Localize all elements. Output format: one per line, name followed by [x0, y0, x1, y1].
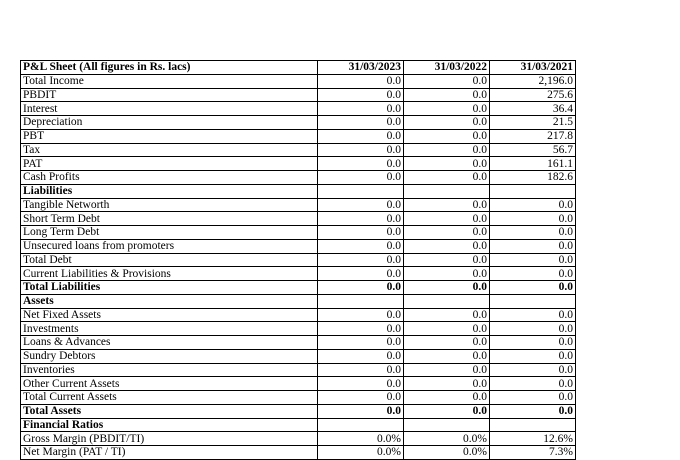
header-title: P&L Sheet (All figures in Rs. lacs): [21, 61, 318, 75]
row-value: 0.0: [490, 308, 576, 322]
row-value: 0.0: [404, 116, 490, 130]
table-row: [21, 143, 576, 157]
row-value: [490, 184, 576, 198]
row-value: 0.0: [318, 349, 404, 363]
section-row: [21, 418, 576, 432]
row-label: Depreciation: [21, 116, 318, 130]
row-value: 0.0: [404, 308, 490, 322]
table-row: [21, 349, 576, 363]
row-value: 0.0%: [404, 446, 490, 460]
table-row: [21, 281, 576, 295]
row-value: 0.0: [318, 74, 404, 88]
table-row: [21, 171, 576, 185]
row-value: 0.0: [318, 281, 404, 295]
table-row: [21, 102, 576, 116]
row-value: 0.0: [318, 171, 404, 185]
row-value: 0.0: [404, 74, 490, 88]
row-value: 0.0: [318, 116, 404, 130]
row-label: Total Liabilities: [21, 281, 318, 295]
row-value: 0.0: [490, 226, 576, 240]
row-value: 0.0: [490, 253, 576, 267]
row-value: 7.3%: [490, 446, 576, 460]
row-label: Sundry Debtors: [21, 349, 318, 363]
row-value: 0.0: [404, 391, 490, 405]
row-value: 217.8: [490, 129, 576, 143]
table-row: [21, 267, 576, 281]
row-value: 0.0: [318, 322, 404, 336]
table-row: [21, 226, 576, 240]
table-row: [21, 253, 576, 267]
row-value: [404, 294, 490, 308]
row-label: Short Term Debt: [21, 212, 318, 226]
row-value: [318, 294, 404, 308]
row-value: [318, 418, 404, 432]
row-label: Tangible Networth: [21, 198, 318, 212]
row-value: 0.0: [404, 129, 490, 143]
row-value: 0.0: [404, 349, 490, 363]
row-value: 36.4: [490, 102, 576, 116]
table-row: [21, 391, 576, 405]
row-value: 0.0: [318, 239, 404, 253]
row-label: Liabilities: [21, 184, 318, 198]
row-value: 0.0: [318, 143, 404, 157]
table-row: [21, 129, 576, 143]
row-value: 0.0: [490, 349, 576, 363]
row-label: Total Assets: [21, 404, 318, 418]
row-value: 0.0: [318, 391, 404, 405]
row-label: PBDIT: [21, 88, 318, 102]
row-label: Unsecured loans from promoters: [21, 239, 318, 253]
section-row: [21, 184, 576, 198]
row-value: 0.0: [490, 212, 576, 226]
table-row: [21, 308, 576, 322]
row-label: PAT: [21, 157, 318, 171]
row-label: Assets: [21, 294, 318, 308]
row-value: 0.0: [318, 267, 404, 281]
row-value: 0.0: [490, 391, 576, 405]
row-label: Inventories: [21, 363, 318, 377]
row-value: [318, 184, 404, 198]
row-label: Gross Margin (PBDIT/TI): [21, 432, 318, 446]
row-value: 0.0: [318, 198, 404, 212]
row-value: 0.0: [404, 171, 490, 185]
row-value: 0.0: [490, 198, 576, 212]
row-value: 0.0: [318, 308, 404, 322]
table-row: [21, 336, 576, 350]
row-value: 0.0%: [318, 432, 404, 446]
row-label: PBT: [21, 129, 318, 143]
row-label: Current Liabilities & Provisions: [21, 267, 318, 281]
table-row: [21, 157, 576, 171]
row-value: [404, 418, 490, 432]
row-value: 0.0: [490, 267, 576, 281]
row-value: 0.0: [404, 363, 490, 377]
row-value: 0.0: [490, 281, 576, 295]
row-value: 0.0: [490, 363, 576, 377]
table-row: [21, 432, 576, 446]
row-value: [490, 418, 576, 432]
row-label: Total Current Assets: [21, 391, 318, 405]
row-label: Long Term Debt: [21, 226, 318, 240]
row-value: 0.0: [404, 239, 490, 253]
row-value: 12.6%: [490, 432, 576, 446]
row-value: 0.0: [318, 129, 404, 143]
section-row: [21, 294, 576, 308]
table-row: [21, 74, 576, 88]
row-value: 0.0: [318, 212, 404, 226]
row-value: 0.0: [404, 253, 490, 267]
row-label: Investments: [21, 322, 318, 336]
row-value: 0.0: [318, 377, 404, 391]
row-value: 0.0: [404, 336, 490, 350]
row-value: 182.6: [490, 171, 576, 185]
row-label: Financial Ratios: [21, 418, 318, 432]
table-body: [21, 74, 576, 459]
table-row: [21, 116, 576, 130]
table-row: [21, 363, 576, 377]
row-value: 0.0: [490, 377, 576, 391]
row-value: 0.0: [404, 198, 490, 212]
row-value: 275.6: [490, 88, 576, 102]
row-label: Other Current Assets: [21, 377, 318, 391]
row-value: 0.0: [490, 322, 576, 336]
row-value: 161.1: [490, 157, 576, 171]
row-value: 0.0: [404, 157, 490, 171]
table-row: [21, 446, 576, 460]
table-header-row: [21, 61, 576, 75]
row-value: [490, 294, 576, 308]
pl-sheet-table: [20, 60, 576, 460]
row-value: 0.0: [490, 404, 576, 418]
row-value: 0.0: [318, 88, 404, 102]
row-value: 0.0: [318, 363, 404, 377]
row-value: [404, 184, 490, 198]
row-value: 56.7: [490, 143, 576, 157]
row-label: Cash Profits: [21, 171, 318, 185]
row-label: Net Fixed Assets: [21, 308, 318, 322]
table-row: [21, 198, 576, 212]
row-value: 0.0: [490, 336, 576, 350]
row-label: Net Margin (PAT / TI): [21, 446, 318, 460]
header-year-2023: 31/03/2023: [318, 61, 404, 75]
row-value: 0.0%: [318, 446, 404, 460]
row-value: 0.0%: [404, 432, 490, 446]
row-value: 0.0: [404, 88, 490, 102]
row-value: 0.0: [404, 143, 490, 157]
row-value: 0.0: [318, 253, 404, 267]
row-value: 0.0: [318, 157, 404, 171]
row-value: 0.0: [318, 336, 404, 350]
row-value: 0.0: [404, 102, 490, 116]
row-value: 0.0: [404, 377, 490, 391]
table-row: [21, 377, 576, 391]
row-value: 0.0: [404, 267, 490, 281]
table-row: [21, 212, 576, 226]
row-value: 0.0: [318, 102, 404, 116]
table-row: [21, 404, 576, 418]
table-row: [21, 239, 576, 253]
row-value: 0.0: [318, 226, 404, 240]
row-label: Total Debt: [21, 253, 318, 267]
row-value: 0.0: [404, 322, 490, 336]
row-value: 0.0: [404, 226, 490, 240]
row-value: 2,196.0: [490, 74, 576, 88]
row-value: 0.0: [404, 212, 490, 226]
row-label: Tax: [21, 143, 318, 157]
row-label: Interest: [21, 102, 318, 116]
row-value: 0.0: [490, 239, 576, 253]
row-value: 21.5: [490, 116, 576, 130]
row-value: 0.0: [404, 404, 490, 418]
table-row: [21, 322, 576, 336]
table-row: [21, 88, 576, 102]
row-value: 0.0: [404, 281, 490, 295]
header-year-2022: 31/03/2022: [404, 61, 490, 75]
row-label: Total Income: [21, 74, 318, 88]
row-value: 0.0: [318, 404, 404, 418]
row-label: Loans & Advances: [21, 336, 318, 350]
header-year-2021: 31/03/2021: [490, 61, 576, 75]
